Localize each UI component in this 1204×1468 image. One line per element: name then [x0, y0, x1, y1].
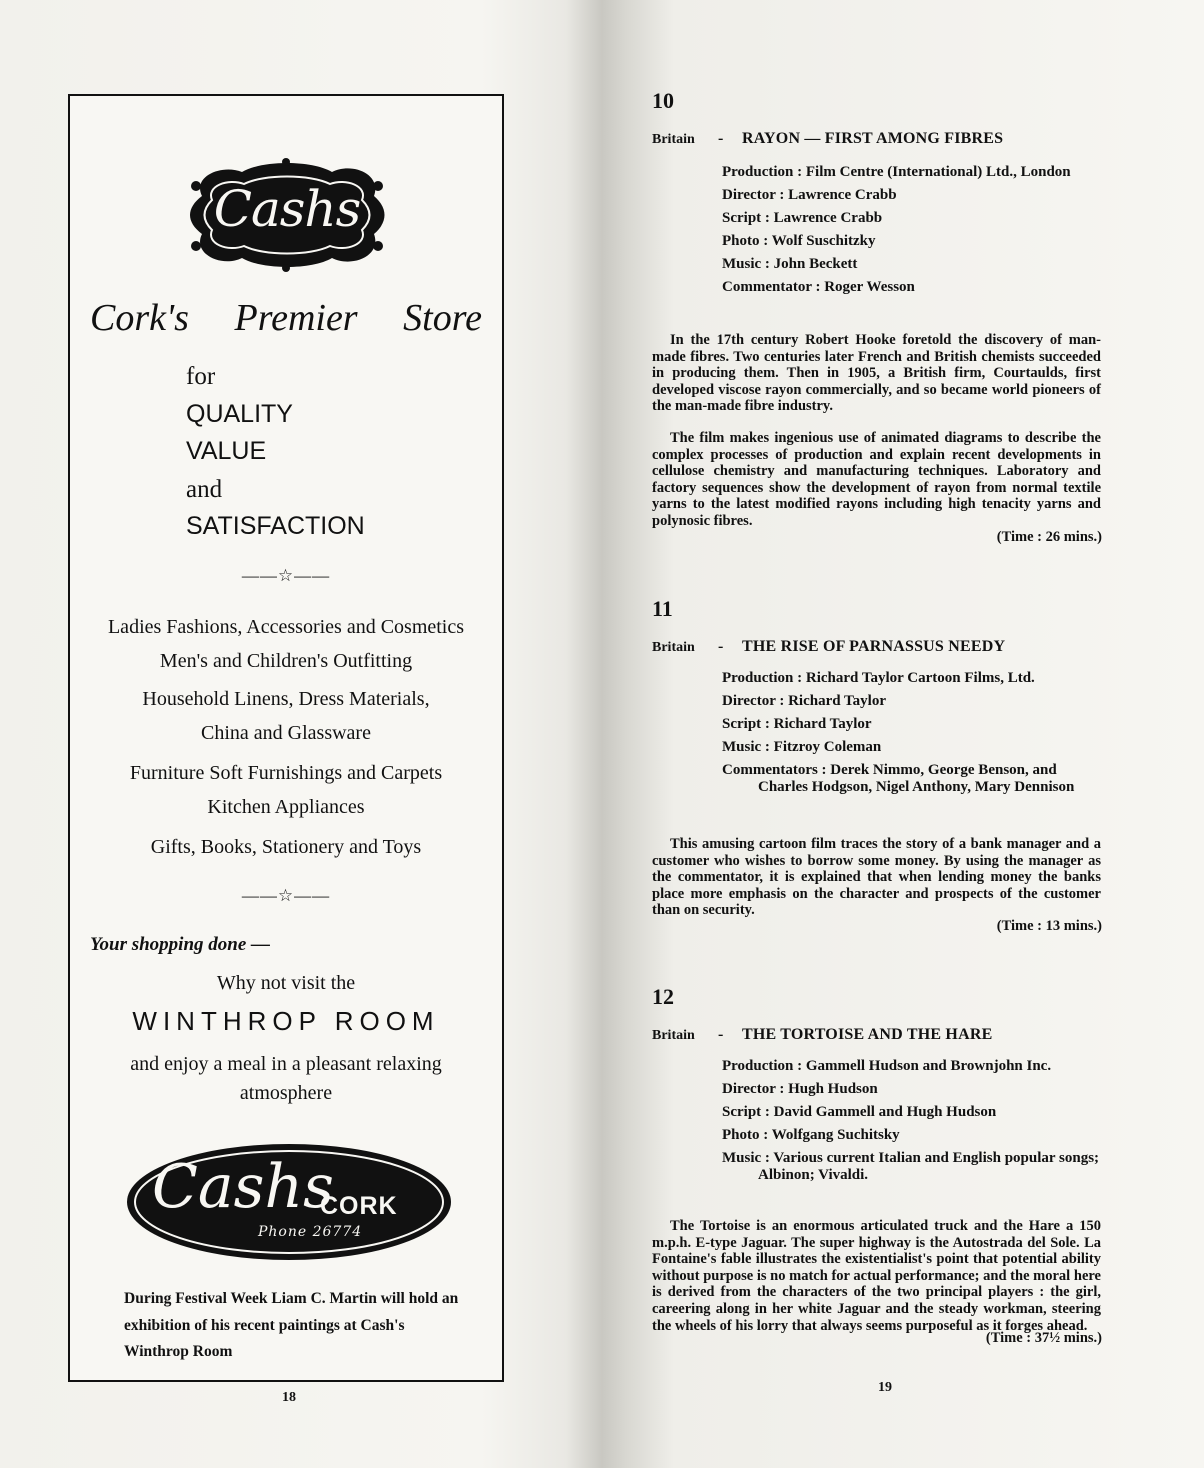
page-number: 19 [878, 1380, 892, 1395]
shopping-done-text: Your shopping done — [90, 934, 271, 955]
cashs-logo-top [182, 156, 392, 274]
credit-line: Production : Gammell Hudson and Brownjohn Inc. [722, 1058, 1052, 1074]
credits-list [722, 164, 1102, 302]
entry-description: The film makes ingenious use of animated diagrams to describe the complex processes of production and explain recent developments in cellulose chemistry and manufacturing techniques. Laboratory and factory sequences show the development of rayon from normal textile yarns to the latest modified rayons including high tenacity yarns and polynosic fibres. [652, 430, 1101, 529]
entry-number: 12 [652, 984, 674, 1009]
credit-line: Production : Film Centre (International) Ltd., London [722, 164, 1071, 180]
credit-line: Script : Richard Taylor [722, 716, 872, 732]
logo-bottom-city: CORK [320, 1192, 398, 1220]
tagline [70, 296, 502, 340]
entry-time: (Time : 37½ mins.) [985, 1330, 1102, 1346]
tagline-word: Store [403, 297, 482, 339]
department-line: China and Glassware [201, 722, 371, 744]
department-line: Household Linens, Dress Materials, [142, 688, 430, 710]
credit-line: Director : Hugh Hudson [722, 1081, 878, 1097]
credit-line: Production : Richard Taylor Cartoon Films, Ltd. [722, 670, 1035, 686]
tagline-word: Premier [234, 297, 358, 339]
logo-bottom-phone: Phone 26774 [258, 1224, 363, 1240]
quality-item: SATISFACTION [186, 512, 365, 540]
department-line: Men's and Children's Outfitting [159, 650, 413, 672]
right-page [600, 0, 1204, 1468]
quality-item: VALUE [186, 437, 267, 465]
department-line: Ladies Fashions, Accessories and Cosmetics [107, 616, 465, 638]
entry-title-row [652, 1026, 992, 1044]
credits-list [722, 1058, 1102, 1190]
quality-item: and [186, 475, 223, 503]
entry-title-row [652, 638, 1005, 656]
entry-description: In the 17th century Robert Hooke foretold the discovery of man-made fibres. Two centuries later French and British chemists succeeded in producing them. Then in 1905, a British firm, Courtaulds, first developed viscose rayon commercially, and so became world pioneers of the man-made fibre industry. [652, 332, 1101, 415]
page-number: 18 [282, 1390, 296, 1405]
film-entry [652, 596, 1102, 934]
credit-line: Commentator : Roger Wesson [722, 279, 915, 295]
department-line: Furniture Soft Furnishings and Carpets [129, 762, 443, 784]
left-page [0, 0, 600, 1468]
entry-dash: - [718, 638, 724, 655]
entry-dash: - [718, 1026, 724, 1043]
credit-line: Music : John Beckett [722, 256, 858, 272]
entry-title: THE RISE OF PARNASSUS NEEDY [742, 638, 1006, 655]
credit-line: Music : Fitzroy Coleman [722, 739, 882, 755]
credit-line: Director : Lawrence Crabb [722, 187, 897, 203]
qualities-list [186, 358, 365, 546]
credit-line: Script : Lawrence Crabb [722, 210, 883, 226]
department-line: Kitchen Appliances [207, 796, 365, 818]
entry-number: 10 [652, 88, 674, 113]
entry-title: RAYON — FIRST AMONG FIBRES [742, 130, 1004, 147]
film-entry [652, 984, 1102, 1346]
tagline-word: Cork's [90, 297, 189, 339]
film-entry [652, 88, 1102, 545]
quality-item: for [186, 363, 216, 390]
entry-dash: - [718, 130, 724, 147]
credits-list [722, 670, 1102, 802]
cashs-advertisement [68, 94, 504, 1382]
department-line: Gifts, Books, Stationery and Toys [150, 836, 422, 858]
star-divider: ——☆—— [241, 886, 331, 905]
credit-line: Director : Richard Taylor [722, 693, 887, 709]
credit-line: Commentators : Derek Nimmo, George Benson, and Charles Hodgson, Nigel Anthony, Mary Dennison [722, 762, 1075, 795]
entry-country: Britain [652, 1028, 695, 1043]
credit-line: Photo : Wolfgang Suchitsky [722, 1127, 900, 1143]
cashs-cork-logo [124, 1140, 454, 1264]
star-divider: ——☆—— [241, 566, 331, 585]
entry-time: (Time : 13 mins.) [996, 918, 1102, 934]
entry-number: 11 [652, 596, 673, 621]
entry-description: This amusing cartoon film traces the story of a bank manager and a customer who wishes to borrow some money. By using the manager as the commentator, it is explained that when lending money the banks place more emphasis on the character and prospects of the customer than on security. [652, 836, 1101, 919]
entry-country: Britain [652, 640, 695, 655]
logo-bottom-wordmark: Cashs [152, 1152, 334, 1222]
quality-item: QUALITY [186, 399, 293, 428]
festival-note: During Festival Week Liam C. Martin will hold an exhibition of his recent paintings at Cash's Winthrop Room [124, 1290, 459, 1360]
entry-title-row [652, 130, 1003, 148]
credit-line: Photo : Wolf Suschitzky [722, 233, 876, 249]
entry-time: (Time : 26 mins.) [996, 529, 1102, 545]
credit-line: Music : Various current Italian and English popular songs; Albinon; Vivaldi. [722, 1150, 1100, 1183]
entry-country: Britain [652, 132, 695, 147]
winthrop-room-heading: WINTHROP ROOM [132, 1006, 440, 1036]
entry-title: THE TORTOISE AND THE HARE [742, 1026, 993, 1043]
visit-text: Why not visit the [216, 972, 356, 994]
credit-line: Script : David Gammell and Hugh Hudson [722, 1104, 997, 1120]
meal-text: and enjoy a meal in a pleasant relaxing atmosphere [130, 1053, 442, 1104]
entry-description: The Tortoise is an enormous articulated truck and the Hare a 150 m.p.h. E-type Jaguar. The super highway is the Autostrada del Sole. La Fontaine's fable illustrates the existentialist's point that potential ability without purpose is no match for actual performance; and the moral here is derived from the characters of the two principal players : the girl, careering along in her white Jaguar and the steady workman, steering the wheels of his lorry that always seems purposeful as it forges ahead. [652, 1218, 1101, 1334]
logo-top-wordmark: Cashs [213, 180, 361, 238]
